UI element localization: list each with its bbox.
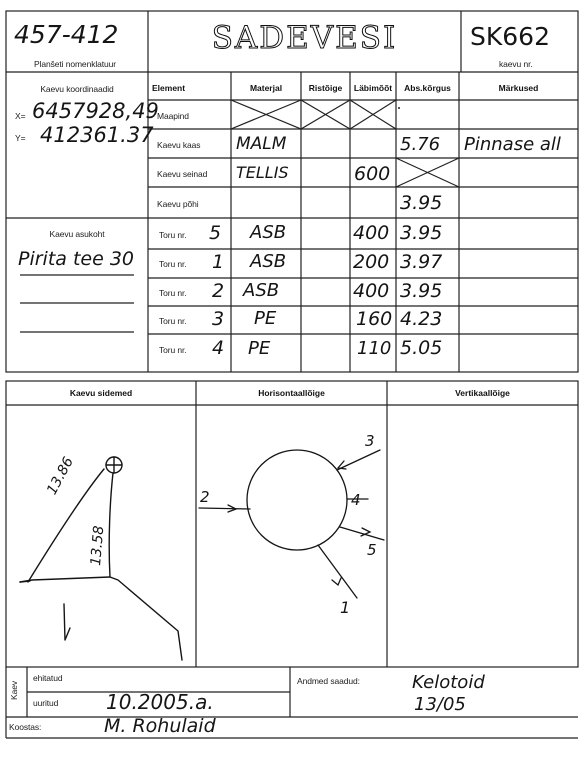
pipe-label-4: 4: [351, 491, 361, 509]
x-coordinate: 6457928,49: [32, 99, 159, 123]
row-pipe-material: ASB: [250, 251, 287, 272]
row-pipe-diameter: 200: [353, 251, 390, 273]
distance-label: 13.86: [44, 454, 77, 498]
location-label: Kaevu asukoht: [49, 229, 105, 239]
row-bottom-abs: 3.95: [400, 192, 443, 214]
data-received-signature: Kelotoid: [412, 672, 485, 693]
map-sheet-label: Planšeti nomenklatuur: [34, 59, 117, 69]
surveyed-value: 10.2005.a.: [106, 690, 214, 714]
x-prefix: X=: [15, 111, 26, 121]
surveyed-label: uuritud: [33, 698, 59, 708]
well-number-label: kaevu nr.: [499, 59, 533, 69]
compiled-by: M. Rohulaid: [104, 715, 216, 737]
row-pipe-abs: 4.23: [400, 308, 443, 330]
row-pipe-abs: 3.97: [400, 251, 443, 273]
row-pipe-abs: 5.05: [400, 337, 443, 359]
row-pipe-label: Toru nr.: [159, 259, 187, 269]
row-walls-diameter: 600: [354, 163, 391, 185]
map-sheet-number: 457-412: [14, 20, 119, 49]
pipe-label-5: 5: [367, 541, 377, 559]
row-pipe-label: Toru nr.: [159, 230, 187, 240]
well-side-label: Kaev: [9, 681, 19, 700]
col-cross-section: Ristõige: [308, 83, 343, 93]
row-cover-element: Kaevu kaas: [157, 140, 201, 150]
well-number: SK662: [470, 22, 550, 51]
pipe-label-1: 1: [340, 598, 351, 617]
pipe-label-2: 2: [200, 488, 210, 506]
y-prefix: Y=: [15, 133, 26, 143]
col-notes: Märkused: [498, 83, 539, 93]
coordinates-label: Kaevu koordinaadid: [40, 84, 114, 94]
row-ground-element: Maapind: [157, 111, 189, 121]
row-walls-material: TELLIS: [236, 163, 289, 182]
row-pipe-number: 1: [212, 251, 225, 273]
data-received-date: 13/05: [414, 694, 466, 715]
row-pipe-material: PE: [248, 338, 271, 359]
row-pipe-number: 2: [212, 280, 225, 302]
panel-connections-label: Kaevu sidemed: [69, 388, 133, 398]
row-pipe-abs: 3.95: [400, 222, 443, 244]
data-received-label: Andmed saadud:: [297, 676, 360, 686]
row-pipe-label: Toru nr.: [159, 288, 187, 298]
y-coordinate: 412361.37: [40, 123, 154, 147]
col-material: Materjal: [249, 83, 283, 93]
row-pipe-label: Toru nr.: [159, 345, 187, 355]
row-pipe-label: Toru nr.: [159, 316, 187, 326]
row-pipe-number: 3: [212, 308, 225, 330]
row-cover-material: MALM: [236, 134, 287, 154]
row-pipe-material: ASB: [243, 280, 280, 301]
row-pipe-material: ASB: [250, 222, 287, 243]
row-pipe-diameter: 400: [353, 222, 390, 244]
panel-horizontal-label: Horisontaallõige: [258, 388, 325, 398]
row-cover-notes: Pinnase all: [464, 134, 561, 155]
manhole-circle: [247, 450, 347, 550]
row-pipe-diameter: 110: [357, 338, 392, 359]
row-pipe-diameter: 400: [353, 280, 390, 302]
col-abs-height: Abs.kõrgus: [404, 83, 451, 93]
col-diameter: Läbimõõt: [353, 83, 393, 93]
row-pipe-number: 5: [209, 222, 222, 244]
built-label: ehitatud: [33, 673, 63, 683]
location-value: Pirita tee 30: [18, 248, 135, 270]
row-pipe-material: PE: [254, 308, 277, 329]
row-pipe-abs: 3.95: [400, 280, 443, 302]
col-element: Element: [152, 83, 186, 93]
pipe-label-3: 3: [365, 432, 375, 450]
distance-label: 13.58: [88, 525, 108, 567]
row-walls-element: Kaevu seinad: [157, 169, 208, 179]
page-title: SADEVESI: [211, 20, 398, 56]
row-cover-abs: 5.76: [400, 134, 441, 155]
panel-vertical-label: Vertikaallõige: [455, 388, 510, 398]
row-pipe-number: 4: [212, 337, 225, 359]
row-bottom-element: Kaevu põhi: [157, 199, 199, 209]
compiled-label: Koostas:: [9, 722, 42, 732]
row-pipe-diameter: 160: [356, 308, 393, 330]
